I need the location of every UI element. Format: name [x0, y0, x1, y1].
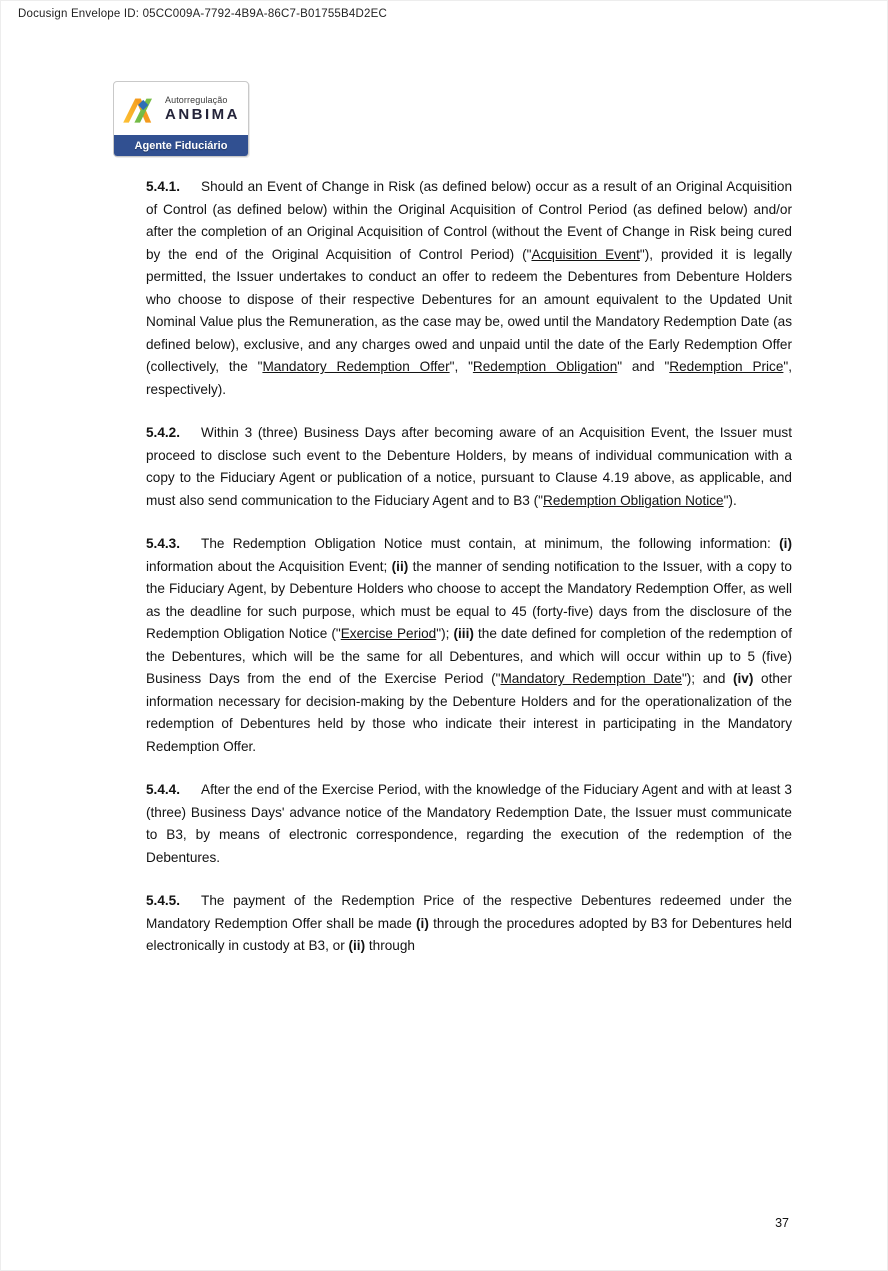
list-marker: (iii) — [453, 626, 474, 641]
clause-text: ", respectively). — [146, 359, 793, 397]
list-marker: (ii) — [348, 938, 366, 953]
autorregulacao-label: Autorregulação — [165, 95, 228, 105]
page-number: 37 — [775, 1216, 789, 1230]
anbima-label: ANBIMA — [165, 106, 240, 123]
clause-text: "); and — [681, 671, 733, 686]
clause-text: ", " — [449, 359, 473, 374]
list-marker: (i) — [416, 915, 429, 931]
clause-number: 5.4.3. — [146, 536, 181, 551]
clause-5-4-4 — [146, 779, 792, 869]
clause-text: After the end of the Exercise Period, with the knowledge of the Fiduciary Agent and with at least 3 (three) Business Days' advance notice of the Mandatory Redemption Date, the Issuer must communicate to B3, by means of electronic correspondence, regarding the execution of the redemption of the Debentures. — [146, 782, 792, 865]
defined-term: Redemption Obligation — [472, 359, 618, 374]
defined-term: Mandatory Redemption Date — [500, 671, 682, 686]
defined-term: Redemption Price — [669, 359, 784, 374]
defined-term: Exercise Period — [340, 626, 437, 641]
clause-text: other information necessary for decision-making by the Debenture Holders and for the operationalization of the redemption of Debentures held by those who indicate their interest in participating in the Mandatory Redemption Offer. — [146, 671, 792, 754]
defined-term: Acquisition Event — [531, 246, 640, 262]
clause-5-4-1 — [146, 176, 792, 401]
anbima-logo-badge — [113, 81, 249, 157]
list-marker: (ii) — [391, 558, 409, 574]
clause-number: 5.4.4. — [146, 782, 181, 797]
clause-5-4-3 — [146, 533, 792, 758]
docusign-envelope-id: Docusign Envelope ID: 05CC009A-7792-4B9A-86C7-B01755B4D2EC — [18, 8, 387, 20]
clause-text: information about the Acquisition Event; — [146, 558, 392, 574]
clause-text: "); — [436, 626, 454, 641]
clause-text: Should an Event of Change in Risk (as defined below) occur as a result of an Original Acquisition of Control (as defined below) within the Original Acquisition of Control Period (as defined below) and/or after the completion of an Original Acquisition of Control (without the Event of Change in Risk being cured by the end of the Original Acquisition of Control Period) (" — [146, 179, 792, 262]
clause-text: " and " — [617, 359, 670, 374]
clause-text: The Redemption Obligation Notice must contain, at minimum, the following information: — [201, 536, 780, 551]
list-marker: (iv) — [733, 671, 754, 686]
list-marker: (i) — [779, 536, 792, 551]
document-body — [146, 176, 792, 979]
anbima-m-icon — [120, 93, 160, 125]
clause-text: through — [365, 938, 415, 953]
clause-text: the date defined for completion of the redemption of the Debentures, which will be the same for all Debentures, and which will occur within up to 5 (five) Business Days from the end of the Exercise Period (" — [146, 626, 792, 686]
clause-text: "). — [723, 492, 737, 508]
agente-fiduciario-badge: Agente Fiduciário — [114, 135, 248, 156]
anbima-logo-top — [114, 82, 248, 135]
clause-text: Within 3 (three) Business Days after becoming aware of an Acquisition Event, the Issuer must proceed to disclose such event to the Debenture Holders, by means of individual communication with a copy to the Fiduciary Agent or publication of a notice, pursuant to Clause 4.19 above, as applicable, and must also send communication to the Fiduciary Agent and to B3 (" — [146, 425, 792, 508]
defined-term: Mandatory Redemption Offer — [262, 359, 450, 374]
clause-5-4-2 — [146, 422, 792, 512]
clause-5-4-5 — [146, 890, 792, 958]
clause-number: 5.4.1. — [146, 179, 181, 194]
clause-text: through the procedures adopted by B3 for Debentures held electronically in custody at B3, or — [146, 915, 792, 953]
clause-text: "), provided it is legally permitted, the Issuer undertakes to conduct an offer to redeem the Debentures from Debenture Holders who choose to dispose of their respective Debentures for an amount equivalent to the Updated Unit Nominal Value plus the Remuneration, as the case may be, owed until the Mandatory Redemption Date (as defined below), exclusive, and any charges owed and unpaid until the date of the Early Redemption Offer (collectively, the " — [146, 246, 792, 374]
defined-term: Redemption Obligation Notice — [543, 492, 724, 508]
clause-number: 5.4.2. — [146, 425, 181, 440]
clause-text: the manner of sending notification to the Issuer, with a copy to the Fiduciary Agent, by Debenture Holders who choose to accept the Mandatory Redemption Offer, as well as the deadline for such purpose, which must be equal to 45 (forty-five) days from the disclosure of the Redemption Obligation Notice (" — [146, 558, 792, 641]
clause-number: 5.4.5. — [146, 893, 181, 908]
anbima-logo-text — [165, 95, 240, 123]
clause-text: The payment of the Redemption Price of the respective Debentures redeemed under the Mandatory Redemption Offer shall be made — [146, 893, 792, 931]
